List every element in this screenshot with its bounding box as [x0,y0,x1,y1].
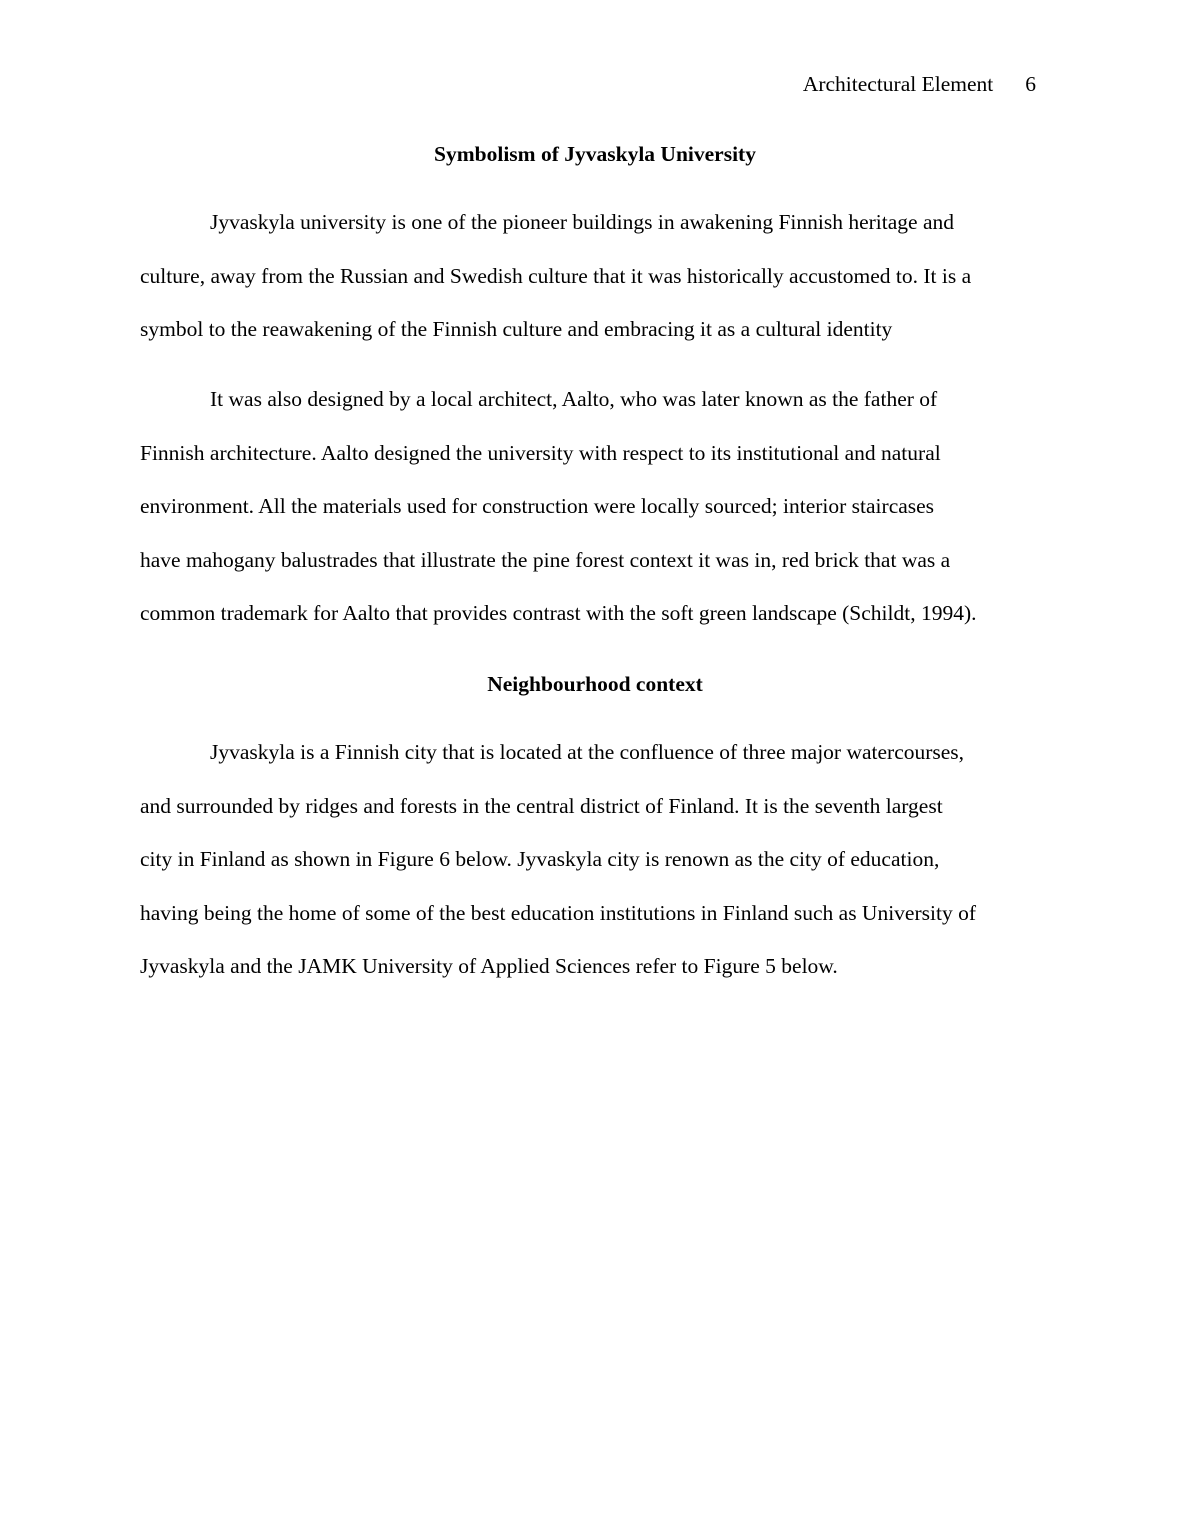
paragraph-body [140,726,1052,994]
paragraph-line: have mahogany balustrades that illustrate the pine forest context it was in, red brick that was a [140,547,951,572]
running-head-title: Architectural Element [802,72,994,96]
paragraph-neighbourhood-1 [140,726,1052,994]
paragraph-line: Finnish architecture. Aalto designed the university with respect to its institutional and natural [140,440,941,465]
page-number: 6 [1025,72,1036,96]
paragraph-line: and surrounded by ridges and forests in the central district of Finland. It is the seventh largest [140,793,943,818]
paragraph-symbolism-1 [140,196,1052,357]
paragraph-line: city in Finland as shown in Figure 6 below. Jyvaskyla city is renown as the city of education, [140,847,940,872]
paragraph-line: common trademark for Aalto that provides contrast with the soft green landscape (Schildt, 1994). [140,601,977,626]
section-heading-neighbourhood: Neighbourhood context [487,672,703,696]
section-heading-symbolism: Symbolism of Jyvaskyla University [434,142,756,166]
paragraph-line: having being the home of some of the best education institutions in Finland such as University of [140,900,976,925]
paragraph-body [140,196,1052,357]
paragraph-line: environment. All the materials used for construction were locally sourced; interior staircases [140,494,935,519]
paragraph-line: culture, away from the Russian and Swedish culture that it was historically accustomed to. It is a [140,263,972,288]
paragraph-body [140,373,1052,641]
paragraph-line: It was also designed by a local architect, Aalto, who was later known as the father of [210,387,938,411]
running-header [803,70,1036,98]
paragraph-line: Jyvaskyla university is one of the pioneer buildings in awakening Finnish heritage and [210,210,954,234]
paragraph-line: Jyvaskyla is a Finnish city that is located at the confluence of three major watercourses, [210,740,965,764]
paragraph-symbolism-2 [140,373,1052,641]
paragraph-line: symbol to the reawakening of the Finnish culture and embracing it as a cultural identity [140,317,893,342]
paragraph-line: Jyvaskyla and the JAMK University of Applied Sciences refer to Figure 5 below. [140,954,838,979]
